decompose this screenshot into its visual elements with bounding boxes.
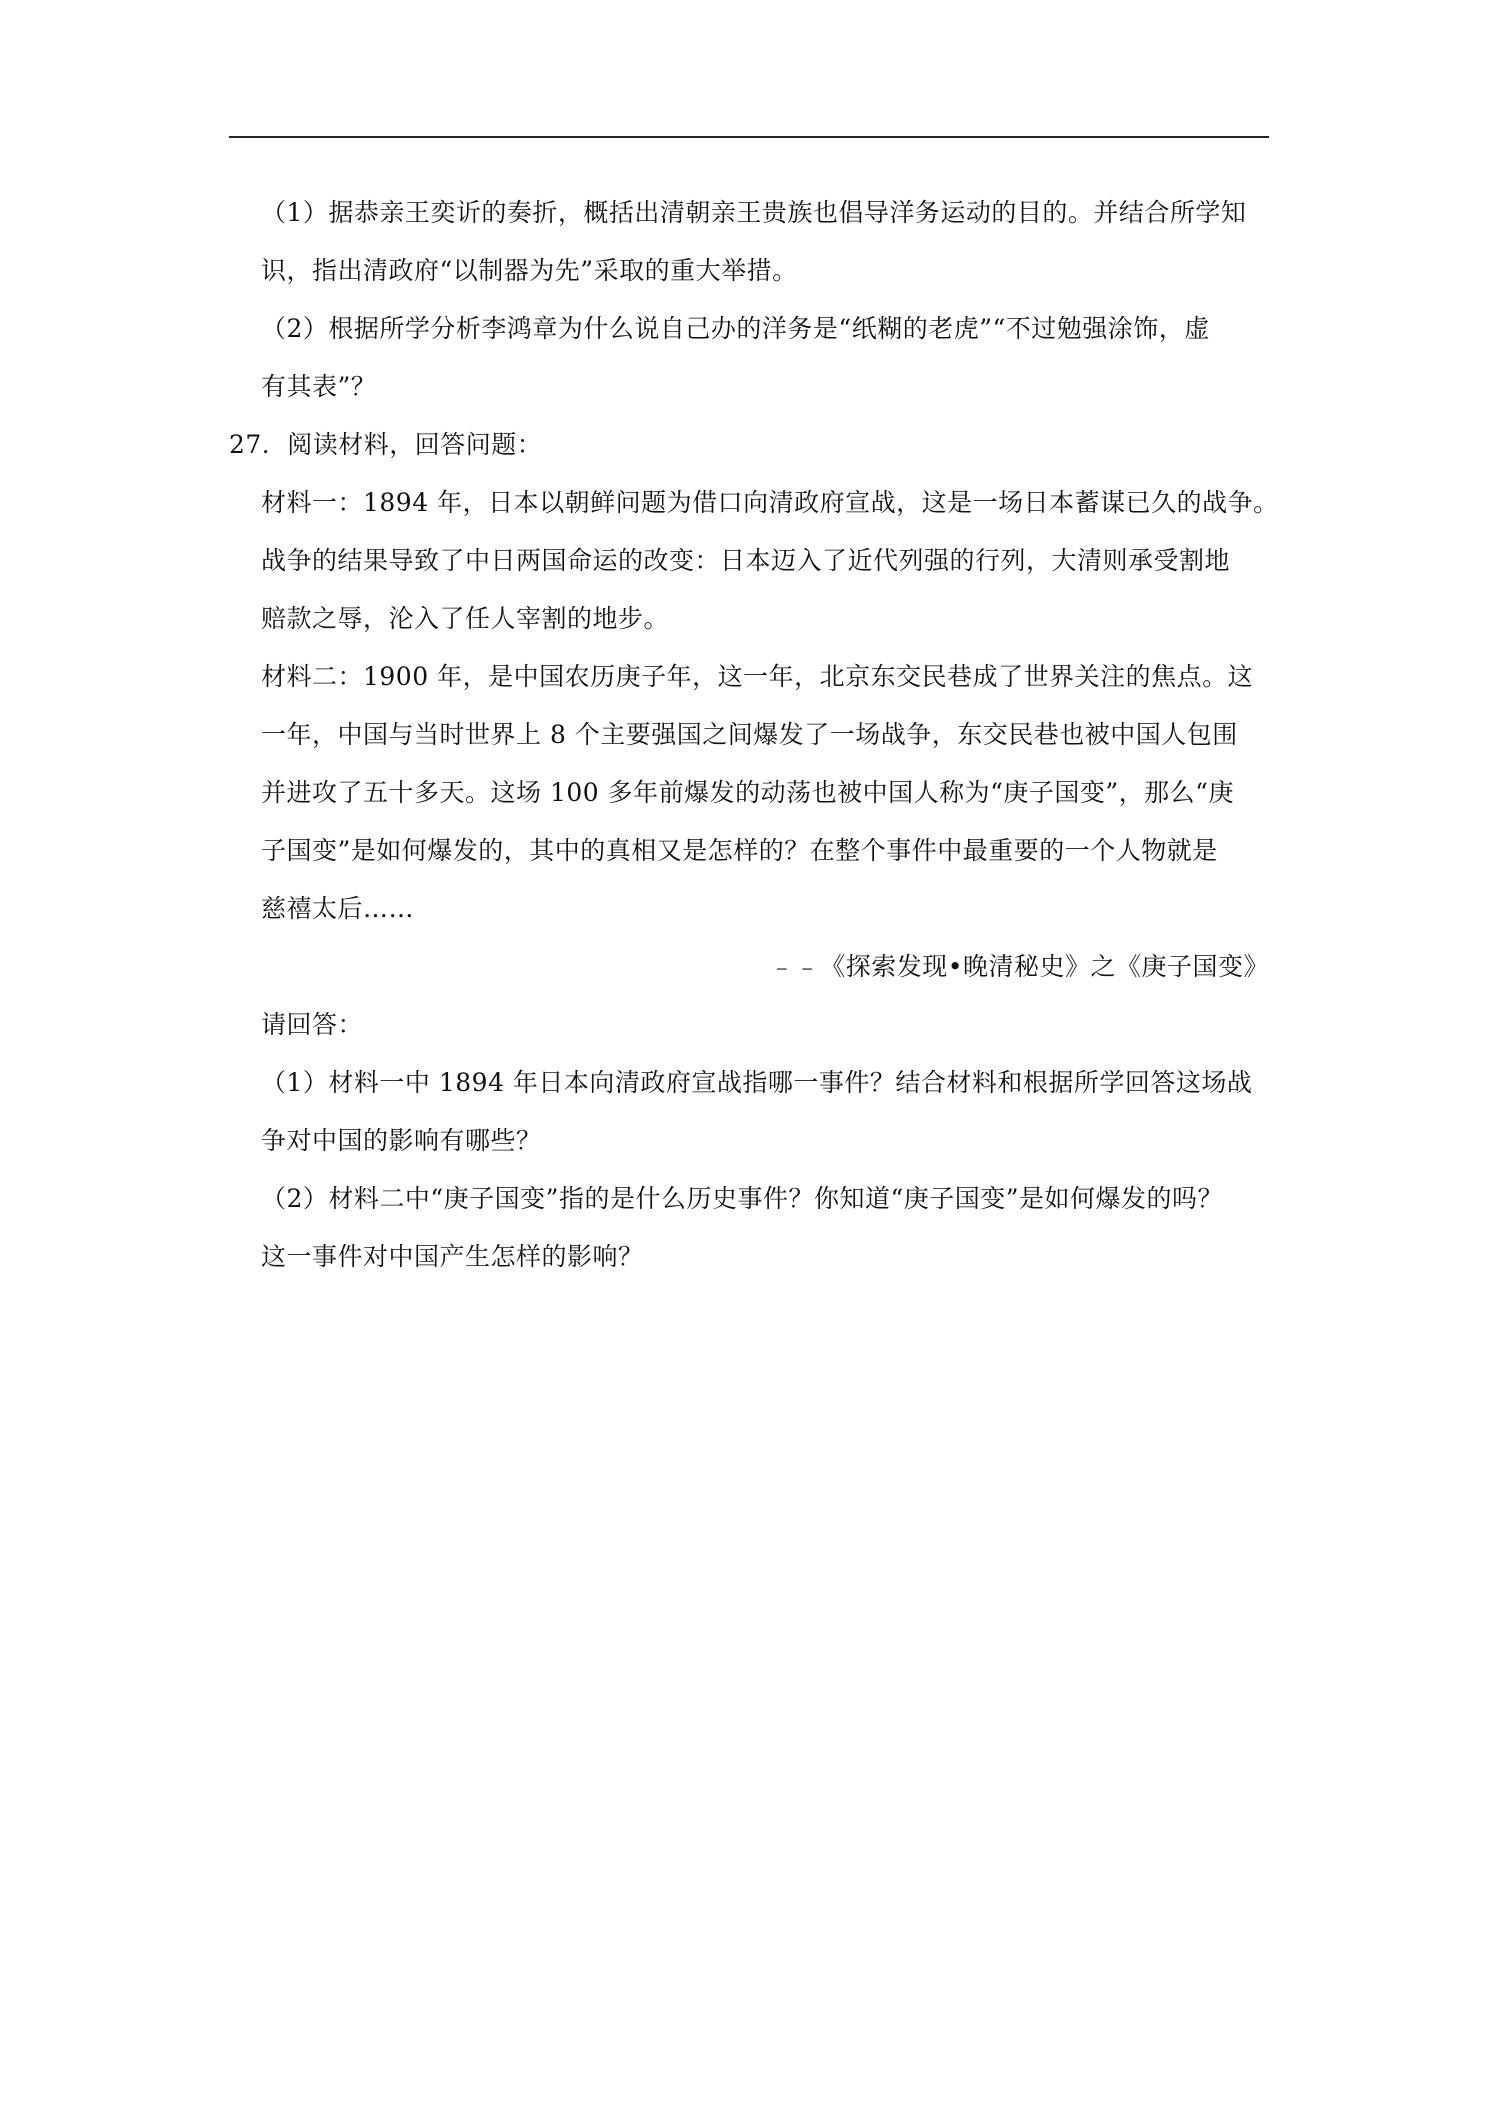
q27-heading: 27．阅读材料，回答问题： — [229, 430, 543, 459]
q27-material2-line5: 慈禧太后…… — [261, 894, 415, 923]
q27-material2-line4: 子国变”是如何爆发的，其中的真相又是怎样的？在整个事件中最重要的一个人物就是 — [261, 836, 1218, 865]
q27-material1-line2: 战争的结果导致了中日两国命运的改变：日本迈入了近代列强的行列，大清则承受割地 — [261, 546, 1231, 575]
q27-sub1-line2: 争对中国的影响有哪些？ — [261, 1126, 542, 1155]
q26-sub2-line2: 有其表”？ — [261, 372, 377, 401]
q27-sub2-line1: （2）材料二中“庚子国变”指的是什么历史事件？你知道“庚子国变”是如何爆发的吗？ — [261, 1184, 1224, 1213]
q26-sub1-line2: 识，指出清政府“以制器为先”采取的重大举措。 — [261, 256, 798, 285]
header-rule — [229, 136, 1269, 138]
q27-sub1-line1: （1）材料一中 1894 年日本向清政府宣战指哪一事件？结合材料和根据所学回答这场战 — [261, 1068, 1253, 1097]
q27-material2-line1: 材料二：1900 年，是中国农历庚子年，这一年，北京东交民巷成了世界关注的焦点。这 — [261, 662, 1254, 691]
q27-source-citation: ﹣﹣《探索发现•晚清秘史》之《庚子国变》 — [769, 952, 1269, 981]
q27-material2-line3: 并进攻了五十多天。这场 100 多年前爆发的动荡也被中国人称为“庚子国变”，那么“庚 — [261, 778, 1234, 807]
q27-sub2-line2: 这一事件对中国产生怎样的影响？ — [261, 1242, 644, 1271]
q27-prompt: 请回答： — [261, 1010, 364, 1039]
q27-material1-line1: 材料一：1894 年，日本以朝鲜问题为借口向清政府宣战，这是一场日本蓄谋已久的战争。 — [261, 488, 1279, 517]
q26-sub1-line1: （1）据恭亲王奕䜣的奏折，概括出清朝亲王贵族也倡导洋务运动的目的。并结合所学知 — [261, 198, 1247, 227]
q27-material2-line2: 一年，中国与当时世界上 8 个主要强国之间爆发了一场战争，东交民巷也被中国人包围 — [261, 720, 1238, 749]
q27-material1-line3: 赔款之辱，沦入了任人宰割的地步。 — [261, 604, 670, 633]
q26-sub2-line1: （2）根据所学分析李鸿章为什么说自己办的洋务是“纸糊的老虎”“不过勉强涂饰，虚 — [261, 314, 1210, 343]
